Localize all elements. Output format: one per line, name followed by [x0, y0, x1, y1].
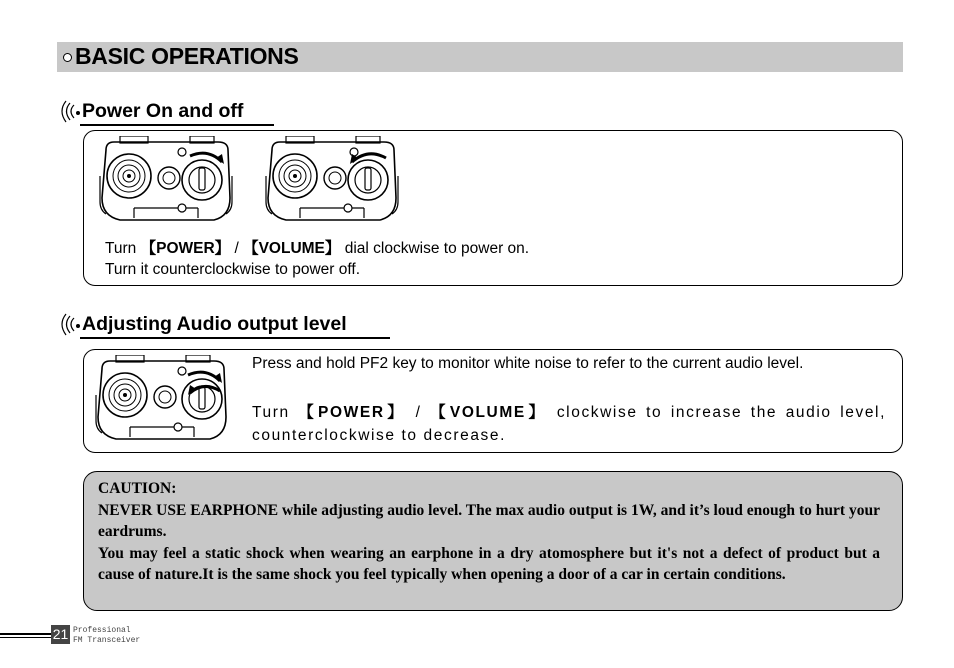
brand-line: Professional [73, 626, 131, 635]
radio-wave-icon [56, 311, 82, 341]
volume-instruction [252, 401, 886, 447]
power-key-label: 【POWER】 [140, 240, 231, 257]
caution-text [98, 478, 880, 586]
instruction-text: clockwise to increase the audio level, counterclockwise to decrease. [252, 404, 886, 444]
section-heading-audio [56, 311, 396, 341]
power-key-label: 【POWER】 [298, 404, 408, 421]
page-title-banner [57, 42, 903, 72]
caution-title: CAUTION: [98, 480, 177, 497]
radio-top-illustration-icon [262, 136, 402, 228]
caution-paragraph: NEVER USE EARPHONE while adjusting audio level. The max audio output is 1W, and it’s loud enough to hurt your eardrums. [98, 501, 880, 540]
power-off-instruction: Turn it counterclockwise to power off. [105, 261, 361, 278]
section-heading-power [56, 98, 286, 128]
separator-text: / [407, 404, 431, 421]
instruction-text: dial clockwise to power on. [340, 240, 530, 257]
footer-rule [0, 633, 52, 635]
page-number: 21 [52, 626, 69, 642]
page-title: BASIC OPERATIONS [75, 43, 299, 69]
section-title: Power On and off [82, 100, 244, 122]
caution-paragraph: You may feel a static shock when wearing an earphone in a dry atomosphere but it's not a defect of product but a cause of nature.It is the same shock you feel typically when opening a door of a car in certain conditions. [98, 544, 880, 583]
power-on-instruction [105, 236, 529, 258]
caution-box [83, 471, 903, 611]
heading-underline [80, 124, 274, 126]
instruction-text: Turn [252, 404, 299, 421]
volume-key-label: 【VOLUME】 [243, 240, 341, 257]
monitor-instruction: Press and hold PF2 key to monitor white noise to refer to the current audio level. [252, 355, 804, 372]
radio-top-illustration-icon [96, 136, 236, 228]
radio-top-illustration-icon [92, 355, 232, 447]
heading-underline [80, 337, 390, 339]
radio-wave-icon [56, 98, 82, 128]
separator-text: / [230, 240, 244, 257]
brand-line: FM Transceiver [73, 636, 141, 645]
volume-key-label: 【VOLUME】 [430, 404, 549, 421]
footer-rule [0, 637, 52, 638]
section-title: Adjusting Audio output level [82, 313, 347, 335]
instruction-text: Turn [105, 240, 141, 257]
bullet-circle-icon [63, 53, 72, 62]
